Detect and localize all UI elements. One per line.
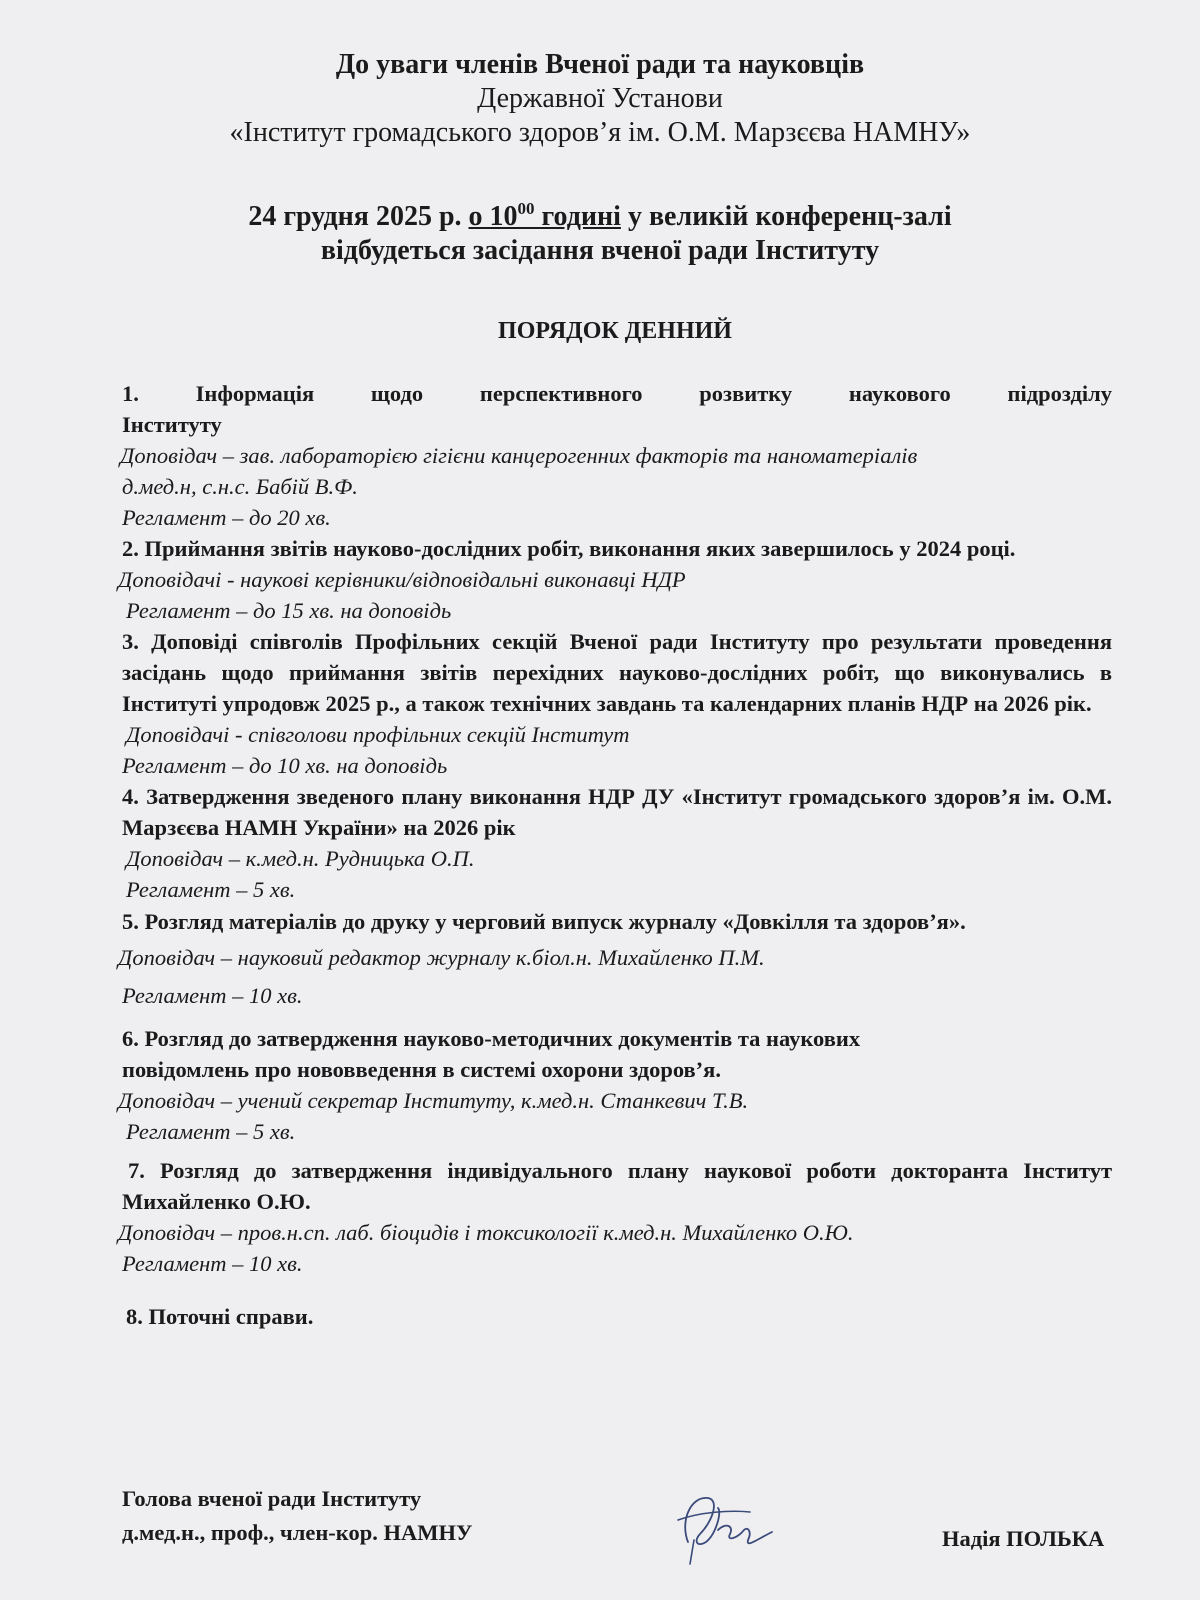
agenda-item-3: [122, 626, 1112, 781]
speaker: Доповідач – учений секретар Інституту, к.мед.н. Станкевич Т.В.: [118, 1088, 749, 1113]
speaker: Доповідач – зав. лабораторією гігієни канцерогенних факторів та наноматеріалів: [120, 443, 918, 468]
meeting-announcement: [0, 200, 1200, 268]
speaker: Доповідач – к.мед.н. Рудницька О.П.: [126, 846, 475, 871]
meeting-date: 24 грудня 2025 р.: [248, 201, 469, 232]
time-limit: Регламент – до 10 хв. на доповідь: [122, 753, 448, 778]
agenda-item-title: 5. Розгляд матеріалів до друку у черговий випуск журналу «Довкілля та здоров’я».: [122, 909, 966, 934]
speaker: Доповідач – науковий редактор журналу к.біол.н. Михайленко П.М.: [118, 945, 765, 970]
agenda-item-4: [122, 781, 1112, 905]
agenda-title: ПОРЯДОК ДЕННИЙ: [498, 318, 732, 344]
speaker: Доповідачі - наукові керівники/відповідальні виконавці НДР: [118, 567, 686, 592]
agenda-item-title: повідомлень про нововведення в системі охорони здоров’я.: [122, 1057, 721, 1082]
agenda-item-5: [118, 905, 1112, 1015]
meeting-time: о $10^{00}$ годині: [468, 199, 621, 232]
speaker-degree: д.мед.н, с.н.с. Бабій В.Ф.: [122, 474, 358, 499]
agenda-item-title: 6. Розгляд до затвердження науково-методичних документів та наукових: [122, 1026, 861, 1051]
time-limit: Регламент – 10 хв.: [122, 1251, 303, 1276]
meeting-line-2: відбудеться засідання вченої ради Інституту: [320, 235, 880, 266]
agenda-item-6: [118, 1023, 1112, 1147]
time-limit: Регламент – до 15 хв. на доповідь: [126, 598, 452, 623]
signatory-name: Надія ПОЛЬКА: [942, 1526, 1105, 1551]
agenda-item-8: [122, 1301, 1112, 1332]
agenda-item-title: Інституту: [122, 412, 222, 437]
agenda-item-title: 4. Затвердження зведеного плану виконання НДР ДУ «Інститут громадського здоров’я ім. О.М. Марзєєва НАМН України» на 2026 рік: [122, 784, 1112, 840]
agenda-item-title: 7. Розгляд до затвердження індивідуального плану наукової роботи докторанта Інститут Михайленко О.Ю.: [122, 1158, 1112, 1214]
meeting-line-1: [0, 200, 1200, 234]
time-limit: Регламент – 5 хв.: [126, 877, 296, 902]
signatory-title: Голова вченої ради Інституту: [122, 1486, 422, 1511]
agenda-item-2: [118, 533, 1112, 626]
time-limit: Регламент – 5 хв.: [126, 1119, 296, 1144]
speaker: Доповідачі - співголови профільних секцій Інститут: [126, 722, 630, 747]
agenda-item-title: 8. Поточні справи.: [126, 1304, 314, 1329]
document-header: [0, 48, 1200, 150]
time-limit: Регламент – 10 хв.: [122, 983, 303, 1008]
signatory-degree: д.мед.н., проф., член-кор. НАМНУ: [122, 1520, 473, 1545]
speaker: Доповідач – пров.н.сп. лаб. біоцидів і токсикології к.мед.н. Михайленко О.Ю.: [118, 1220, 854, 1245]
signatory-block: [122, 1482, 472, 1550]
header-line-3: «Інститут громадського здоров’я ім. О.М. Марзєєва НАМНУ»: [229, 117, 971, 148]
header-line-1: До уваги членів Вченої ради та науковців: [335, 49, 865, 80]
header-line-2: Державної Установи: [477, 83, 723, 114]
agenda-item-title: 1. Інформація щодо перспективного розвитку наукового підрозділу: [122, 381, 1112, 406]
meeting-place: у великій конференц-залі: [620, 201, 952, 232]
agenda-list: [118, 378, 1112, 1332]
agenda-item-1: [122, 378, 1112, 533]
agenda-item-7: [118, 1155, 1112, 1279]
agenda-item-title: 2. Приймання звітів науково-дослідних робіт, виконання яких завершилось у 2024 році.: [122, 536, 1016, 561]
handwritten-signature: [660, 1482, 790, 1572]
agenda-item-title: 3. Доповіді співголів Профільних секцій Вченої ради Інституту про результати проведення засідань щодо приймання звітів перехідних науково-дослідних робіт, що виконувались в Інституті упродовж 2025 р., а також технічних завдань та календарних планів НДР на 2026 рік.: [122, 629, 1112, 716]
time-limit: Регламент – до 20 хв.: [122, 505, 331, 530]
